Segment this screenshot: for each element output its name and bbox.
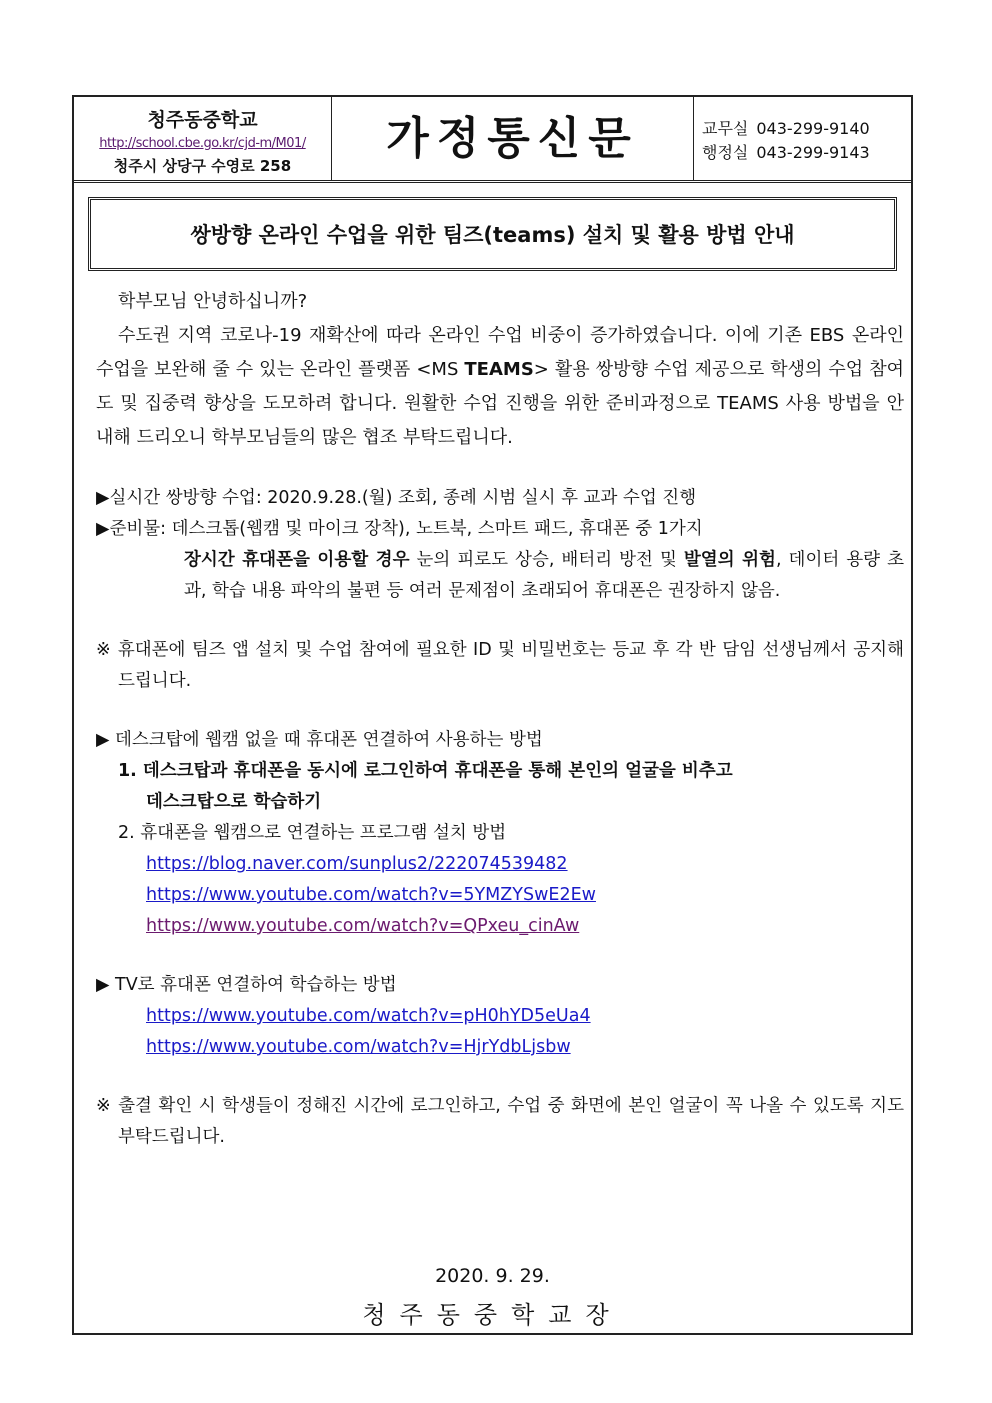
greeting: 학부모님 안녕하십니까?: [118, 291, 308, 312]
prep-line: ▶준비물: 데스크톱(웹캠 및 마이크 장착), 노트북, 스마트 패드, 휴대폰 중 1가지: [96, 519, 703, 539]
tv-link-youtube-2[interactable]: https://www.youtube.com/watch?v=HjrYdbLjsbw: [146, 1037, 571, 1057]
schedule-line: ▶실시간 쌍방향 수업: 2020.9.28.(월) 조회, 종례 시범 실시 후 교과 수업 진행: [96, 488, 697, 508]
prep-warning: [96, 545, 904, 607]
contact-row: [702, 117, 911, 141]
warning-bold: 발열의 위험: [683, 550, 776, 570]
note-id-password: ※ 휴대폰에 팀즈 앱 설치 및 수업 참여에 필요한 ID 및 비밀번호는 등교 후 각 반 담임 선생님께서 공지해 드립니다.: [96, 640, 904, 691]
issue-date: 2020. 9. 29.: [435, 1265, 550, 1287]
contact-label: 행정실: [702, 143, 749, 162]
webcam-step-1: 1. 데스크탑과 휴대폰을 동시에 로그인하여 휴대폰을 통해 본인의 얼굴을 비추고: [118, 761, 733, 781]
webcam-step-1-cont: 데스크탑으로 학습하기: [146, 792, 322, 812]
signer: 청주동중학교장: [362, 1301, 623, 1329]
intro-text: > 활용 쌍방향 수업 제공으로 학생의 수업 참여도 및 집중력 향상을 도모하려 합니다. 원활한 수업 진행을 위한 준비과정으로 TEAMS 사용 방법을 안내해 드리오니 학부모님들의 많은 협조 부탁드립니다.: [96, 359, 904, 448]
school-info: [74, 97, 332, 180]
webcam-step-2: 2. 휴대폰을 웹캠으로 연결하는 프로그램 설치 방법: [118, 823, 507, 843]
intro-text: 수도권 지역 코로나-19 재확산에 따라 온라인 수업 비중이 증가하였습니다. 이에 기존 EBS 온라인 수업을 보완해 줄 수 있는 온라인 플랫폼 <MS: [96, 325, 904, 380]
newsletter-title-cell: [332, 97, 694, 180]
body-content: [96, 285, 904, 1153]
school-url-link[interactable]: http://school.cbe.go.kr/cjd-m/M01/: [99, 136, 306, 151]
contact-label: 교무실: [702, 119, 749, 138]
tv-link-youtube-1[interactable]: https://www.youtube.com/watch?v=pH0hYD5eUa4: [146, 1006, 591, 1026]
webcam-section-heading: ▶ 데스크탑에 웹캠 없을 때 휴대폰 연결하여 사용하는 방법: [96, 730, 543, 750]
note-attendance: ※ 출결 확인 시 학생들이 정해진 시간에 로그인하고, 수업 중 화면에 본인 얼굴이 꼭 나올 수 있도록 지도 부탁드립니다.: [96, 1096, 904, 1147]
page-title: 쌍방향 온라인 수업을 위한 팀즈(teams) 설치 및 활용 방법 안내: [190, 223, 795, 247]
tv-section-heading: ▶ TV로 휴대폰 연결하여 학습하는 방법: [96, 975, 397, 995]
webcam-link-youtube-1[interactable]: https://www.youtube.com/watch?v=5YMZYSwE2Ew: [146, 885, 596, 905]
contact-number: 043-299-9140: [756, 119, 870, 138]
intro-bold: TEAMS: [464, 359, 534, 380]
warning-text: 눈의 피로도 상승, 배터리 방전 및: [409, 550, 684, 570]
intro-paragraph: [96, 319, 904, 455]
contact-row: [702, 141, 911, 165]
school-name: 청주동중학교: [147, 109, 258, 131]
webcam-link-youtube-2[interactable]: https://www.youtube.com/watch?v=QPxeu_cinAw: [146, 916, 580, 936]
contacts: [694, 97, 911, 180]
title-box: [88, 197, 897, 271]
contact-number: 043-299-9143: [756, 143, 870, 162]
webcam-link-blog[interactable]: https://blog.naver.com/sunplus2/222074539482: [146, 854, 568, 874]
newsletter-title: 가정통신문: [386, 113, 639, 164]
newsletter-frame: [72, 95, 913, 1335]
warning-text: , 데이터 용량 초과, 학습 내용 파악의 불편 등 여러 문제점이 초래되어 휴대폰은 권장하지 않음.: [184, 550, 904, 601]
warning-bold: 장시간 휴대폰을 이용할 경우: [184, 550, 410, 570]
header: [74, 97, 911, 183]
school-address: 청주시 상당구 수영로 258: [113, 157, 292, 175]
